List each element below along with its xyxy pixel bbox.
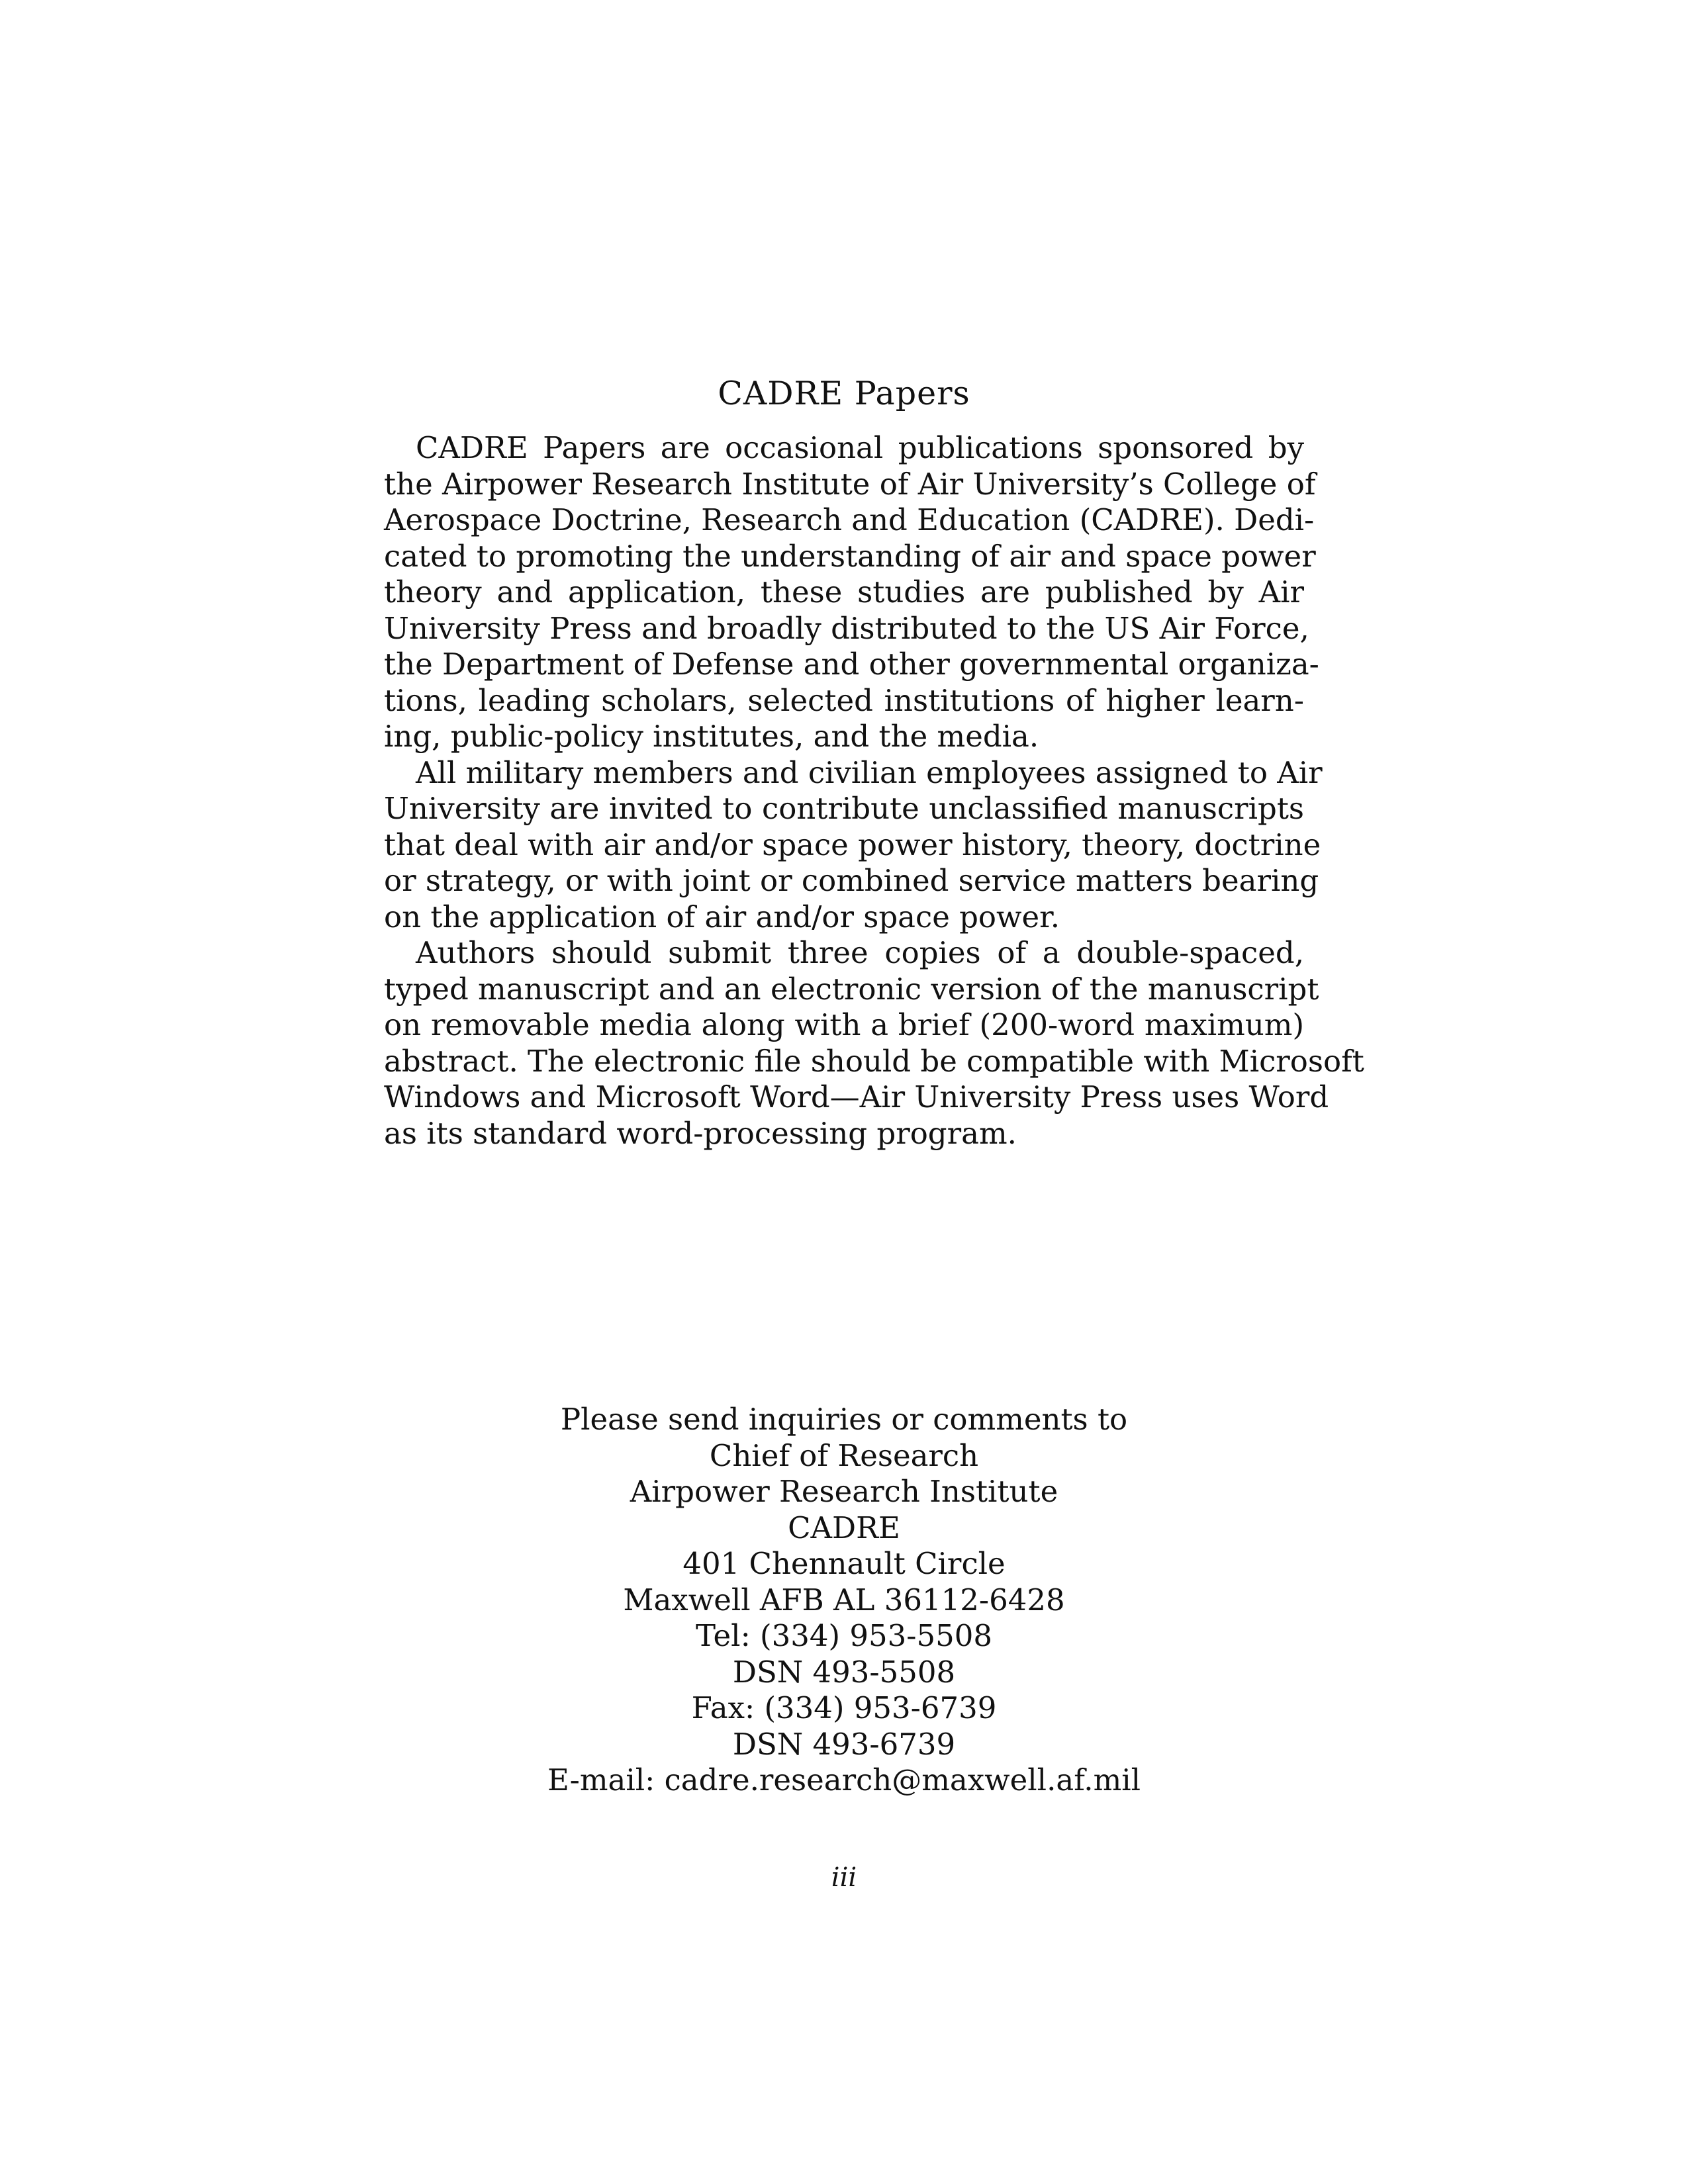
text-line: on the application of air and/or space power. bbox=[384, 899, 1060, 934]
page-number: iii bbox=[831, 1862, 857, 1893]
contact-block bbox=[0, 1402, 1688, 1799]
contact-recipient: Chief of Research bbox=[709, 1437, 979, 1473]
text-line: on removable media along with a brief (200-word maximum) bbox=[384, 1007, 1304, 1042]
text-line: ing, public-policy institutes, and the media. bbox=[384, 719, 1039, 754]
contact-street: 401 Chennault Circle bbox=[682, 1546, 1006, 1581]
contact-fax: Fax: (334) 953-6739 bbox=[691, 1690, 997, 1725]
body-text bbox=[384, 430, 1364, 1152]
contact-email: E-mail: cadre.research@maxwell.af.mil bbox=[547, 1762, 1141, 1797]
text-line: Windows and Microsoft Word—Air University Press uses Word bbox=[384, 1079, 1329, 1115]
paragraph-3 bbox=[384, 935, 1364, 1152]
text-line: that deal with air and/or space power history, theory, doctrine bbox=[384, 827, 1321, 862]
text-line: cated to promoting the understanding of air and space power bbox=[384, 538, 1316, 574]
contact-organization: CADRE bbox=[788, 1510, 900, 1545]
text-line: All military members and civilian employees assigned to Air bbox=[416, 754, 1323, 790]
contact-intro: Please send inquiries or comments to bbox=[560, 1402, 1128, 1437]
text-line: typed manuscript and an electronic version of the manuscript bbox=[384, 971, 1319, 1007]
contact-tel-dsn: DSN 493-5508 bbox=[732, 1654, 956, 1690]
text-line: abstract. The electronic file should be compatible with Microsoft bbox=[384, 1043, 1364, 1079]
text-line: Authors should submit three copies of a double-spaced, bbox=[416, 935, 1304, 970]
contact-fax-dsn: DSN 493-6739 bbox=[732, 1726, 956, 1762]
text-line: the Airpower Research Institute of Air University’s College of bbox=[384, 466, 1316, 502]
text-line: or strategy, or with joint or combined service matters bearing bbox=[384, 863, 1319, 898]
text-line: University Press and broadly distributed to the US Air Force, bbox=[384, 610, 1309, 646]
text-line: CADRE Papers are occasional publications sponsored by bbox=[416, 430, 1304, 465]
paragraph-1 bbox=[384, 430, 1319, 755]
paragraph-2 bbox=[384, 754, 1323, 936]
contact-institute: Airpower Research Institute bbox=[630, 1474, 1058, 1509]
text-line: Aerospace Doctrine, Research and Education (CADRE). Dedi- bbox=[384, 502, 1315, 537]
text-line: tions, leading scholars, selected institutions of higher learn- bbox=[384, 682, 1304, 718]
text-line: the Department of Defense and other governmental organiza- bbox=[384, 647, 1319, 682]
text-line: theory and application, these studies are published by Air bbox=[384, 574, 1304, 610]
contact-city: Maxwell AFB AL 36112-6428 bbox=[623, 1582, 1065, 1617]
contact-tel: Tel: (334) 953-5508 bbox=[696, 1618, 992, 1653]
text-line: as its standard word-processing program. bbox=[384, 1115, 1017, 1151]
page-title: CADRE Papers bbox=[718, 375, 970, 412]
text-line: University are invited to contribute unclassified manuscripts bbox=[384, 791, 1304, 826]
